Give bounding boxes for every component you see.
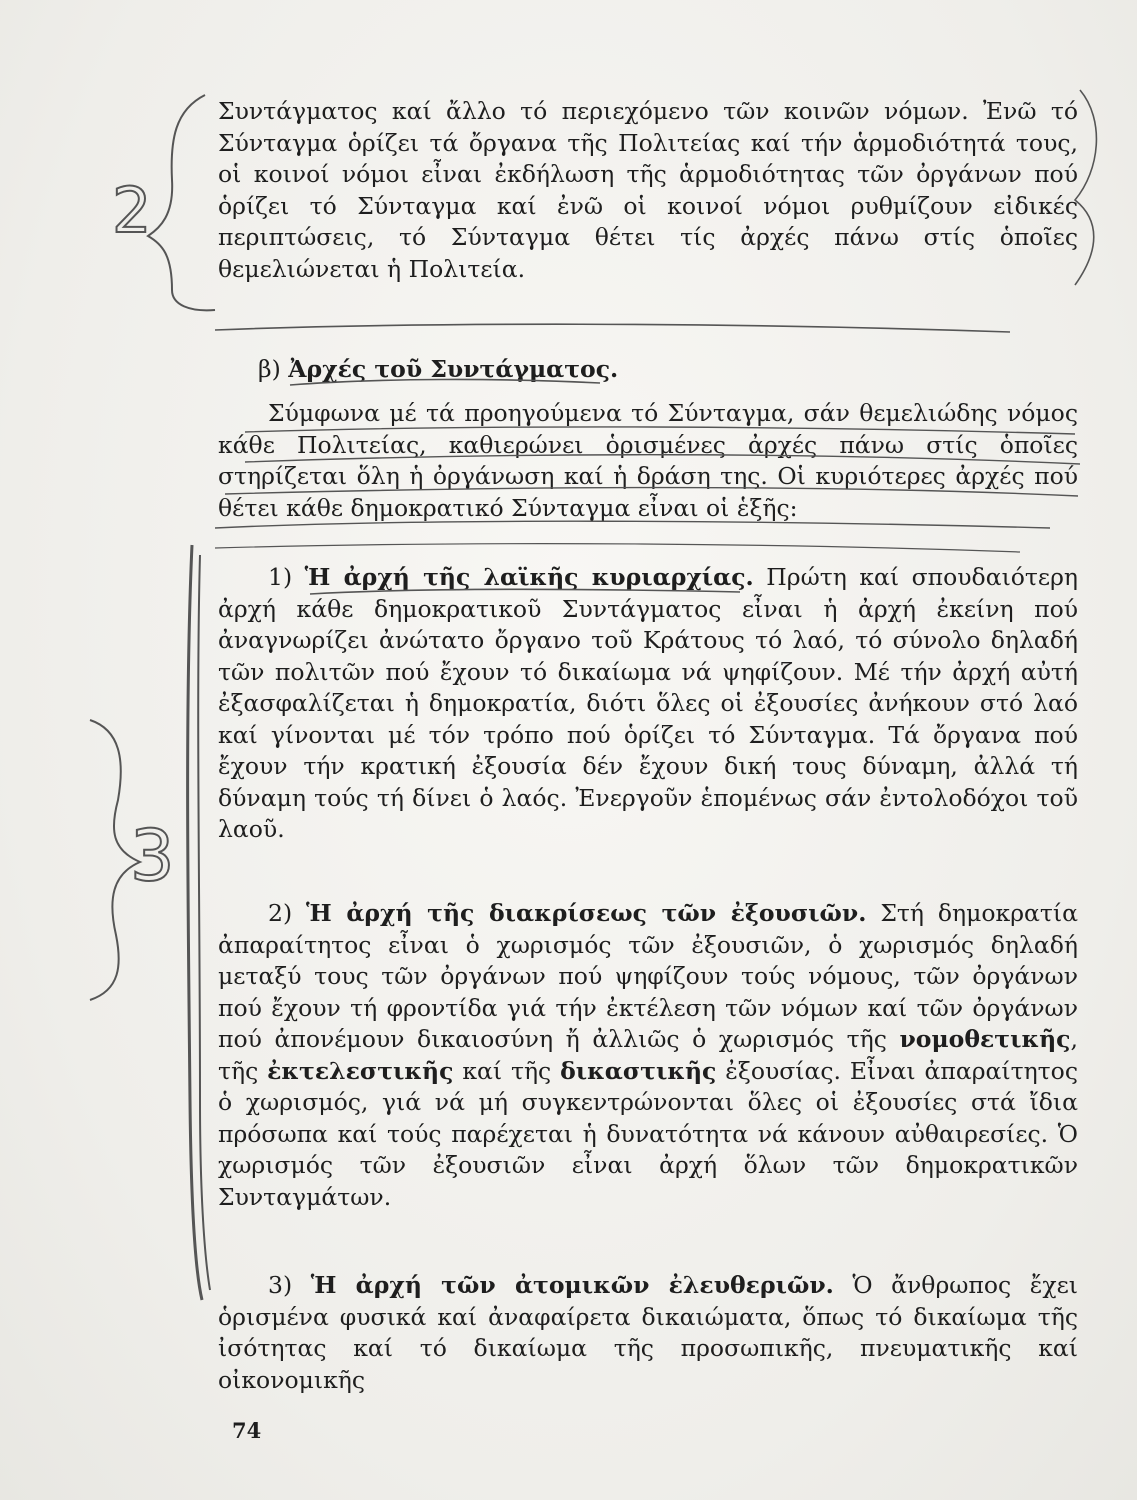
principle-1-title: Ἡ ἀρχή τῆς λαϊκῆς κυριαρχίας. (304, 563, 754, 591)
underline-5 (215, 544, 1020, 552)
section-b-paragraph (218, 398, 1078, 524)
term-legislative: νομοθετικῆς (899, 1025, 1071, 1053)
margin-bar (188, 545, 202, 1300)
section-title: Ἀρχές τοῦ Συντάγματος. (288, 355, 619, 383)
annotation-2: 2 (112, 174, 152, 247)
principle-3-paragraph (218, 1270, 1078, 1396)
intro-right-mark (1075, 90, 1096, 285)
intro-text: Συντάγματος καί ἄλλο τό περιεχόμενο τῶν κοινῶν νόμων. Ἐνῶ τό Σύνταγμα ὁρίζει τά ὄργανα τῆς Πολιτείας καί τήν ἁρμοδιότητά τους, οἱ κοινοί νόμοι εἶναι ἐκδήλωση τῆς ἁρμοδιότητας τῶν ὀργάνων πού ὁρίζει τό Σύνταγμα καί ἐνῶ οἱ κοινοί νόμοι ρυθμίζουν εἰδικές περιπτώσεις, τό Σύνταγμα θέτει τίς ἀρχές πάνω στίς ὁποῖες θεμελιώνεται ἡ Πολιτεία. (218, 97, 1078, 283)
principle-2-title: Ἡ ἀρχή τῆς διακρίσεως τῶν ἐξουσιῶν. (306, 899, 867, 927)
annotation-3: 3 (130, 815, 175, 897)
principle-2-text-b: ἐξουσίας. Εἶναι ἀπαραίτητος ὁ χωρισμός, γιά νά μή συγκεντρώνονται ὅλες οἱ ἐξουσίες στά ἴδια πρόσωπα καί τούς παρέχεται ἡ δυνατότητα νά κάνουν αὐθαιρεσίες. Ὁ χωρισμός τῶν ἐξουσιῶν εἶναι ἀρχή ὅλων τῶν δημοκρατικῶν Συνταγμάτων. (218, 1056, 1078, 1211)
section-heading (258, 354, 618, 386)
principle-3-title: Ἡ ἀρχή τῶν ἀτομικῶν ἐλευθεριῶν. (310, 1271, 834, 1299)
principle-1-paragraph (218, 562, 1078, 846)
separator-1: , τῆς (218, 1025, 1078, 1085)
principle-2-text-a: Στή δημοκρατία ἀπαραίτητος εἶναι ὁ χωρισμός τῶν ἐξουσιῶν, ὁ χωρισμός δηλαδή μεταξύ τους τῶν ὀργάνων πού ψηφίζουν τούς νόμους, τῶν ὀργάνων πού ἔχουν τή φροντίδα γιά τήν ἐκτέλεση τῶν νόμων καί τῶν ὀργάνων πού ἀπονέμουν δικαιοσύνη ἤ ἀλλιῶς ὁ χωρισμός τῆς (218, 899, 1078, 1053)
term-judicial: δικαστικῆς (560, 1056, 717, 1085)
principle-1-text: Πρώτη καί σπουδαιότερη ἀρχή κάθε δημοκρατικοῦ Συντάγματος εἶναι ἡ ἀρχή ἐκείνη πού ἀναγνωρίζει ἀνώτατο ὄργανο τοῦ Κράτους τό λαό, τό σύνολο δηλαδή τῶν πολιτῶν πού ἔχουν τό δικαίωμα νά ψηφίζουν. Μέ τήν ἀρχή αὐτή ἐξασφαλίζεται ἡ δημοκρατία, διότι ὅλες οἱ ἐξουσίες ἀνήκουν στό λαό καί γίνονται μέ τόν τρόπο πού ὁρίζει τό Σύνταγμα. Τά ὄργανα πού ἔχουν τήν κρατική ἐξουσία δέν ἔχουν δική τους δύναμη, ἀλλά τή δύναμη τούς τή δίνει ὁ λαός. Ἐνεργοῦν ἑπομένως σάν ἐντολοδόχοι τοῦ λαοῦ. (218, 563, 1078, 843)
intro-bracket (148, 95, 215, 310)
principle-3-number: 3) (268, 1271, 293, 1299)
principle-2-number: 2) (268, 899, 293, 927)
principle-2-paragraph (218, 898, 1078, 1213)
margin-bar-2 (198, 555, 210, 1290)
principles-brace (90, 720, 140, 1000)
principle-1-number: 1) (268, 563, 293, 591)
separator-2: καί τῆς (462, 1056, 552, 1085)
principle-3-text: Ὁ ἄνθρωπος ἔχει ὁρισμένα φυσικά καί ἀναφαίρετα δικαιώματα, ὅπως τό δικαίωμα τῆς ἰσότητας καί τό δικαίωμα τῆς προσωπικῆς, πνευματικῆς καί οἰκονομικῆς (218, 1271, 1078, 1394)
page-number: 74 (232, 1418, 262, 1443)
intro-underline (215, 324, 1010, 332)
section-b-text: Σύμφωνα μέ τά προηγούμενα τό Σύνταγμα, σάν θεμελιώδης νόμος κάθε Πολιτείας, καθιερώνει ὁρισμένες ἀρχές πάνω στίς ὁποῖες στηρίζεται ὅλη ἡ ὀργάνωση καί ἡ δράση της. Οἱ κυριότερες ἀρχές πού θέτει κάθε δημοκρατικό Σύνταγμα εἶναι οἱ ἑξῆς: (218, 399, 1078, 522)
section-marker: β) (258, 355, 281, 383)
intro-paragraph (218, 96, 1078, 285)
term-executive: ἐκτελεστικῆς (267, 1056, 454, 1085)
